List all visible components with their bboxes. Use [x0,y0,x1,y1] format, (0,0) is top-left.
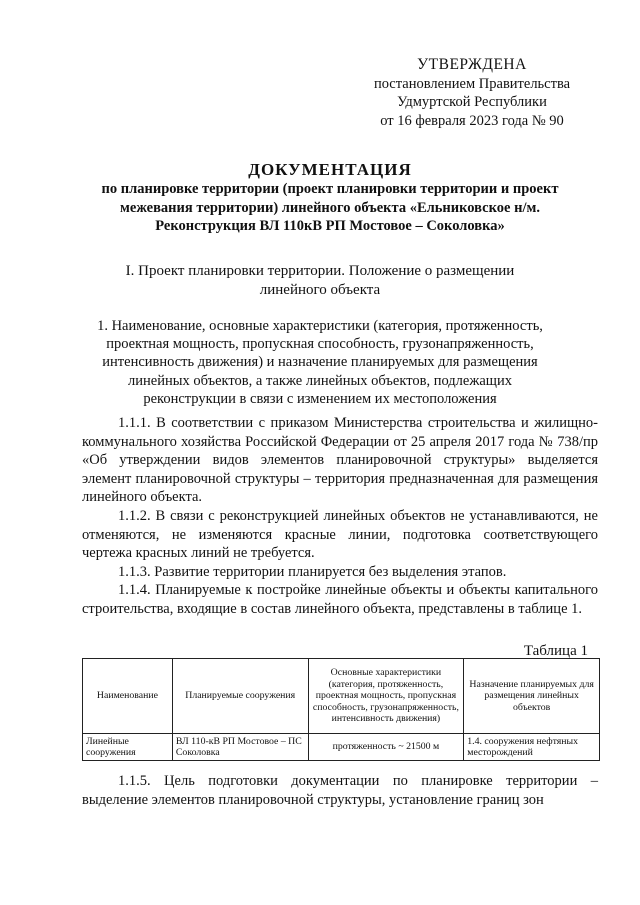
title-line: по планировке территории (проект планировки территории и проект [101,181,559,197]
paragraph-1-1-1: 1.1.1. В соответствии с приказом Министерства строительства и жилищно-коммунального хозяйства Российской Федерации от 25 апреля 2017 года № 738/пр «Об утверждении видов элементов планировочной структуры» выделяется элемент планировочной структуры – территория предназначенная для размещения линейного объекта. [82,415,598,506]
approval-date: от 16 февраля 2023 года № 90 [380,112,564,129]
table-row [83,734,600,761]
approval-stamp [342,56,602,130]
section-line: I. Проект планировки территории. Положение о размещении [125,263,515,279]
paragraph-1-1-4: 1.1.4. Планируемые к постройке линейные объекты и объекты капитального строительства, входящие в состав линейного объекта, представлены в таблице 1. [82,582,598,617]
paragraph-1-1-5: 1.1.5. Цель подготовки документации по планировке территории – выделение элементов планировочной структуры, установление границ зон [82,773,598,808]
table-header-cell: Планируемые сооружения [172,659,308,734]
table-header-cell: Назначение планируемых для размещения линейных объектов [464,659,600,734]
subsection-line: интенсивность движения) и назначение планируемых для размещения [102,354,538,371]
section-heading [80,262,560,300]
approval-heading: УТВЕРЖДЕНА [417,56,527,73]
paragraph-1-1-2: 1.1.2. В связи с реконструкцией линейных объектов не устанавливаются, не отменяются, не изменяются красные линии, подготовка соответствующего чертежа красных линий не требуется. [82,507,598,562]
table-caption: Таблица 1 [523,643,588,659]
table-cell: протяженность ~ 21500 м [308,734,464,761]
approval-line: постановлением Правительства [373,75,571,92]
table-cell: ВЛ 110-кВ РП Мостовое – ПС Соколовка [172,734,308,761]
body-paragraphs [82,414,598,619]
table-cell: Линейные сооружения [83,734,173,761]
paragraph-1-1-3: 1.1.3. Развитие территории планируется без выделения этапов. [118,563,507,580]
subsection-line: 1. Наименование, основные характеристики (категория, протяженность, [97,318,543,334]
title-line: межевания территории) линейного объекта «Ельниковское н/м. [120,199,540,216]
subsection-line: реконструкции в связи с изменением их местоположения [143,390,497,407]
approval-line: Удмуртской Республики [397,94,547,110]
structures-table [82,658,600,761]
subsection-line: проектная мощность, пропускная способность, грузонапряженность, [106,336,534,353]
subsection-line: линейных объектов, а также линейных объектов, подлежащих [128,372,512,389]
document-title [60,160,600,236]
table-header-cell: Наименование [83,659,173,734]
subsection-heading [90,317,550,408]
title-main: ДОКУМЕНТАЦИЯ [248,160,412,179]
table-header-row [83,659,600,734]
table-cell: 1.4. сооружения нефтяных месторождений [464,734,600,761]
title-line: Реконструкция ВЛ 110кВ РП Мостовое – Соколовка» [155,218,505,234]
body-paragraphs-continued [82,772,598,810]
section-line: линейного объекта [259,282,381,298]
table-header-cell: Основные характеристики (категория, протяженность, проектная мощность, пропускная способность, грузонапряженность, интенсивность движения) [308,659,464,734]
